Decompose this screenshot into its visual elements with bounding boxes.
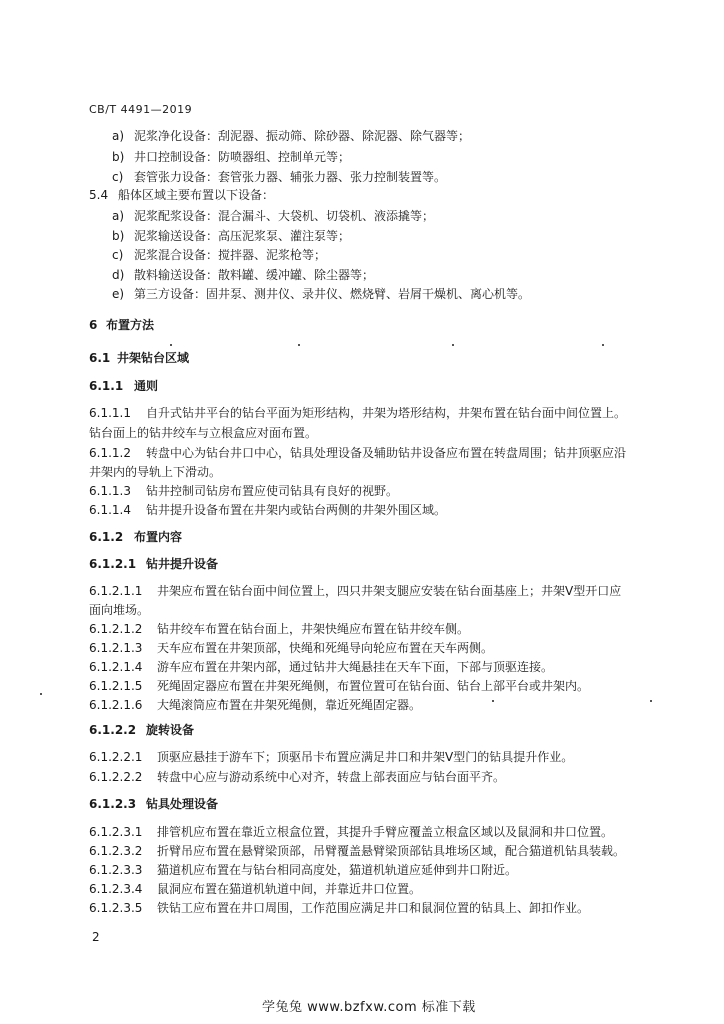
clause-number: e) — [112, 287, 125, 301]
section-heading: 布置方法 — [106, 318, 155, 332]
clause-text: 折臂吊应布置在悬臂梁顶部，吊臂覆盖悬臂梁顶部钻具堆场区域，配合猫道机钻具装载。 — [157, 844, 626, 858]
clause-text: 井架内的导轨上下滑动。 — [89, 465, 222, 479]
clause-text: 泥浆净化设备：刮泥器、振动筛、除砂器、除泥器、除气器等； — [134, 129, 471, 143]
section-heading: 钻具处理设备 — [146, 797, 219, 811]
clause-number: d) — [112, 268, 125, 282]
clause-text: 铁钻工应布置在井口周围，工作范围应满足井口和鼠洞位置的钻具上、卸扣作业。 — [157, 901, 590, 915]
clause-text: 钻台面上的钻井绞车与立根盒应对面布置。 — [89, 426, 318, 440]
clause-number: 6.1.2.1.3 — [89, 641, 143, 655]
clause-number: 6.1.2.3.1 — [89, 825, 143, 839]
scan-speck — [40, 693, 42, 695]
clause-text: 排管机应布置在靠近立根盒位置，其提升手臂应覆盖立根盒区域以及鼠洞和井口位置。 — [157, 825, 614, 839]
clause-text: 天车应布置在井架顶部，快绳和死绳导向轮应布置在天车两侧。 — [157, 641, 494, 655]
section-heading: 钻井提升设备 — [146, 557, 219, 571]
section-number: 6.1 — [89, 351, 111, 365]
clause-number: 6.1.2.1.4 — [89, 660, 143, 674]
clause-text: 井架应布置在钻台面中间位置上，四只井架支腿应安装在钻台面基座上；井架Ⅴ型开口应 — [157, 584, 622, 598]
clause-text: 泥浆输送设备：高压泥浆泵、灌注泵等； — [134, 229, 351, 243]
section-number: 6.1.2.2 — [89, 723, 137, 737]
clause-number: 6.1.2.2.1 — [89, 750, 143, 764]
clause-text: 钻井绞车布置在钻台面上，井架快绳应布置在钻井绞车侧。 — [157, 622, 470, 636]
clause-number: 6.1.2.1.2 — [89, 622, 143, 636]
clause-number: a) — [112, 129, 125, 143]
section-heading: 旋转设备 — [146, 723, 195, 737]
scan-speck — [452, 344, 454, 346]
scan-speck — [298, 344, 300, 346]
clause-text: 转盘中心应与游动系统中心对齐，转盘上部表面应与钻台面平齐。 — [157, 770, 506, 784]
clause-text: 顶驱应悬挂于游车下；顶驱吊卡布置应满足井口和井架Ⅴ型门的钻具提升作业。 — [157, 750, 574, 764]
clause-text: 钻井提升设备布置在井架内或钻台两侧的井架外围区域。 — [146, 503, 447, 517]
scan-speck — [170, 344, 172, 346]
clause-text: 游车应布置在井架内部，通过钻井大绳悬挂在天车下面，下部与顶驱连接。 — [157, 660, 554, 674]
site-footer: 学兔兔 www.bzfxw.com 标准下载 — [262, 1000, 476, 1015]
clause-number: c) — [112, 248, 124, 262]
clause-number: 5.4 — [89, 188, 109, 202]
scan-speck — [492, 700, 494, 702]
section-heading: 井架钻台区域 — [117, 351, 190, 365]
clause-text: 死绳固定器应布置在井架死绳侧，布置位置可在钻台面、钻台上部平台或井架内。 — [157, 679, 590, 693]
clause-text: 鼠洞应布置在猫道机轨道中间，并靠近井口位置。 — [157, 882, 422, 896]
clause-number: 6.1.2.3.2 — [89, 844, 143, 858]
page-number: 2 — [92, 930, 100, 944]
section-number: 6.1.2 — [89, 530, 124, 544]
clause-text: 钻井控制司钻房布置应使司钻具有良好的视野。 — [146, 484, 399, 498]
clause-number: 6.1.1.3 — [89, 484, 131, 498]
section-number: 6 — [89, 318, 98, 332]
section-heading: 布置内容 — [134, 530, 183, 544]
clause-text: 自升式钻井平台的钻台平面为矩形结构，井架为塔形结构，井架布置在钻台面中间位置上。 — [146, 406, 627, 420]
clause-text: 第三方设备：固井泵、测井仪、录井仪、燃烧臂、岩屑干燥机、离心机等。 — [134, 287, 531, 301]
clause-text: 大绳滚筒应布置在井架死绳侧，靠近死绳固定器。 — [157, 698, 422, 712]
clause-text: 转盘中心为钻台井口中心，钻具处理设备及辅助钻井设备应布置在转盘周围；钻井顶驱应沿 — [146, 446, 627, 460]
scan-speck — [602, 344, 604, 346]
section-number: 6.1.1 — [89, 379, 124, 393]
clause-number: 6.1.1.4 — [89, 503, 131, 517]
clause-text: 船体区域主要布置以下设备： — [118, 188, 275, 202]
clause-text: 泥浆配浆设备：混合漏斗、大袋机、切袋机、液添撬等； — [134, 209, 435, 223]
clause-number: c) — [112, 170, 124, 184]
clause-text: 面向堆场。 — [89, 603, 150, 617]
scan-speck — [650, 700, 652, 702]
clause-text: 散料输送设备：散料罐、缓冲罐、除尘器等； — [134, 268, 375, 282]
clause-text: 井口控制设备：防喷器组、控制单元等； — [134, 150, 351, 164]
document-code: CB/T 4491—2019 — [89, 103, 193, 116]
clause-number: b) — [112, 150, 125, 164]
clause-text: 猫道机应布置在与钻台相同高度处，猫道机轨道应延伸到井口附近。 — [157, 863, 518, 877]
clause-number: 6.1.1.1 — [89, 406, 131, 420]
clause-number: 6.1.2.3.5 — [89, 901, 143, 915]
clause-text: 泥浆混合设备：搅拌器、泥浆枪等； — [134, 248, 327, 262]
clause-text: 套管张力设备：套管张力器、辅张力器、张力控制装置等。 — [134, 170, 447, 184]
section-heading: 通则 — [134, 379, 159, 393]
clause-number: 6.1.2.2.2 — [89, 770, 143, 784]
clause-number: 6.1.2.1.1 — [89, 584, 143, 598]
clause-number: 6.1.2.1.5 — [89, 679, 143, 693]
section-number: 6.1.2.3 — [89, 797, 137, 811]
clause-number: 6.1.1.2 — [89, 446, 131, 460]
section-number: 6.1.2.1 — [89, 557, 137, 571]
clause-number: a) — [112, 209, 125, 223]
clause-number: 6.1.2.1.6 — [89, 698, 143, 712]
clause-number: b) — [112, 229, 125, 243]
clause-number: 6.1.2.3.4 — [89, 882, 143, 896]
clause-number: 6.1.2.3.3 — [89, 863, 143, 877]
